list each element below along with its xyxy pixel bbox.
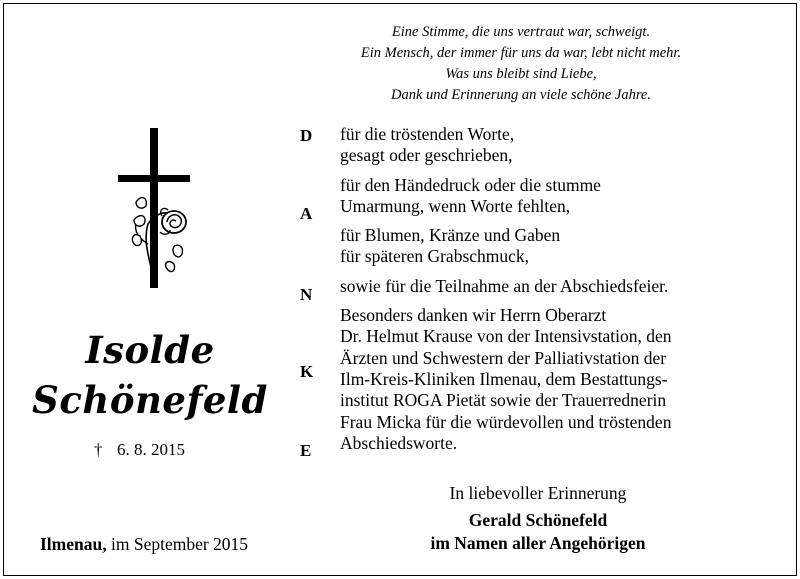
place-city: Ilmenau, xyxy=(40,534,107,554)
signature-intro: In liebevoller Erinnerung xyxy=(449,483,627,503)
dank-letter-k: K xyxy=(300,362,314,381)
signature-family: im Namen aller Angehörigen xyxy=(430,533,646,553)
dank-letter-n: N xyxy=(300,285,313,304)
thanks-line: gesagt oder geschrieben, xyxy=(340,145,513,166)
dank-letter-d: D xyxy=(300,126,313,145)
thanks-line: für späteren Grabschmuck, xyxy=(340,246,530,267)
death-date-line xyxy=(94,440,185,460)
thanks-line: für die tröstenden Worte, xyxy=(340,124,515,144)
thanks-line: Besonders danken wir Herrn Oberarzt xyxy=(340,305,607,326)
deceased-last-name: Schönefeld xyxy=(32,378,268,422)
dank-letter-e: E xyxy=(300,441,312,460)
poem-line: Ein Mensch, der immer für uns da war, lebt nicht mehr. xyxy=(360,45,682,61)
thanks-line: für Blumen, Kränze und Gaben xyxy=(340,225,561,246)
thanks-line: Ärzten und Schwestern der Palliativstation der xyxy=(340,347,667,368)
poem-line: Was uns bleibt sind Liebe, xyxy=(445,66,597,82)
death-date: 6. 8. 2015 xyxy=(117,440,185,459)
thanks-line: Dr. Helmut Krause von der Intensivstation, den xyxy=(340,326,672,347)
thanks-line: Abschiedsworte. xyxy=(340,432,458,453)
poem xyxy=(320,22,722,106)
poem-line: Dank und Erinnerung an viele schöne Jahre. xyxy=(391,87,651,103)
thanks-line: Ilm-Kreis-Kliniken Ilmenau, dem Bestattungs- xyxy=(340,368,668,389)
cross-with-rose-icon xyxy=(112,124,202,294)
dank-letter-a: A xyxy=(300,204,313,223)
deceased-first-name: Isolde xyxy=(85,328,215,372)
thanks-line: Frau Micka für die würdevollen und tröstenden xyxy=(340,411,672,432)
poem-line: Eine Stimme, die uns vertraut war, schweigt. xyxy=(391,24,651,40)
thanks-line: Umarmung, wenn Worte fehlten, xyxy=(340,195,571,216)
place-date xyxy=(40,534,248,555)
thanks-line: institut ROGA Pietät sowie der Trauerrednerin xyxy=(340,390,667,411)
thanks-line: sowie für die Teilnahme an der Abschiedsfeier. xyxy=(340,275,669,296)
signature-name: Gerald Schönefeld xyxy=(468,510,608,530)
thanks-text xyxy=(340,124,780,454)
thanks-line: für den Händedruck oder die stumme xyxy=(340,174,601,195)
place-month: im September 2015 xyxy=(110,534,249,554)
death-cross-symbol: † xyxy=(94,440,103,459)
